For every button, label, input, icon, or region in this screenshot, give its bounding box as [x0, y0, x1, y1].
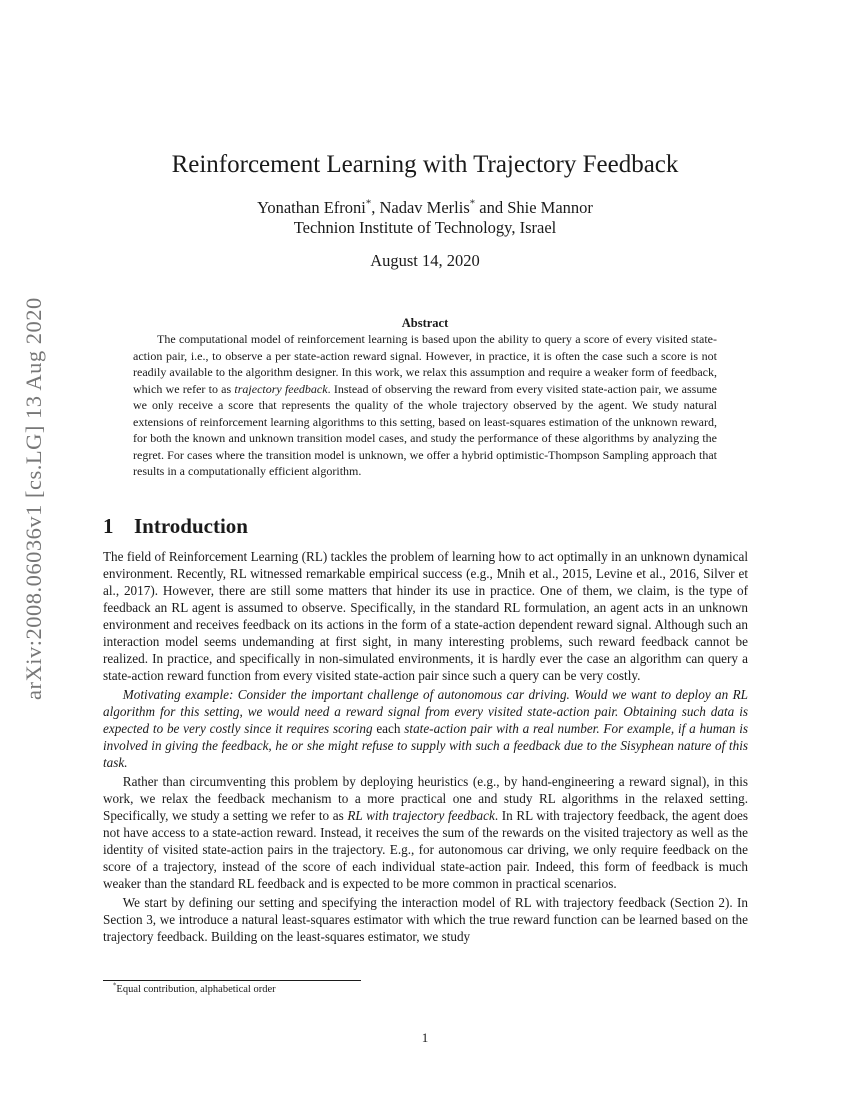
section-title: Introduction — [134, 514, 248, 538]
author-separator: and — [475, 198, 508, 217]
abstract-text: . Instead of observing the reward from every visited state-action pair, we assume we only receive a score that represents the quality of the whole trajectory observed by the agent. We study natural extensions of reinforcement learning algorithms to this setting, based on least-squares estimation of the unknown reward, for both the known and unknown transition model cases, and study the performance of these algorithms by analyzing the regret. For cases where the transition model is unknown, we offer a hybrid optimistic-Thompson Sampling approach that results in a computationally efficient algorithm. — [133, 381, 717, 478]
paper-title: Reinforcement Learning with Trajectory Feedback — [171, 151, 679, 178]
footnote-rule — [103, 980, 361, 981]
abstract-emphasis: trajectory feedback — [234, 381, 328, 396]
footnote-text: Equal contribution, alphabetical order — [116, 984, 276, 995]
author-name: Nadav Merlis — [379, 198, 470, 217]
equal-contribution-mark: * — [469, 197, 476, 210]
equal-contribution-mark: * — [365, 197, 372, 210]
abstract-heading: Abstract — [401, 316, 449, 330]
paragraph: We start by defining our setting and specifying the interaction model of RL with trajectory feedback (Section 2). In Section 3, we introduce a natural least-squares estimator with which the true reward function can be learned based on the trajectory feedback. Building on the least-squares estimator, we study — [103, 895, 748, 944]
arxiv-identifier: arXiv:2008.06036v1 [cs.LG] 13 Aug 2020 — [21, 297, 46, 700]
paragraph — [103, 773, 748, 892]
author-name: Shie Mannor — [507, 198, 593, 217]
paragraph: The field of Reinforcement Learning (RL) tackles the problem of learning how to act optimally in an unknown dynamical environment. Recently, RL witnessed remarkable empirical success (e.g., Mnih et al., 2015, Levine et al., 2016, Silver et al., 2017). However, there are still some matters that hinder its use in practice. One of them, we claim, is the type of feedback an RL agent is assumed to observe. Specifically, in the standard RL formulation, an agent acts in an unknown environment and receives feedback on its actions in the form of a state-action dependent reward signal. Although such an interaction model seems undemanding at first sight, in many interesting problems, such reward feedback cannot be realized. In practice, and specifically in non-simulated environments, it is hardly ever the case an algorithm can query a state-action reward function from every visited state-action pair since such a query can be very costly. — [103, 549, 748, 683]
author-name: Yonathan Efroni — [257, 198, 366, 217]
page-number: 1 — [421, 1030, 429, 1045]
paragraph-emphasis: Motivating example: Consider the important challenge of autonomous car driving. Would we want to deploy an RL algorithm for this setting, we would need a reward signal from every visited state-action pair. Obtaining such data is expected to be very costly since it requires scoring — [103, 687, 748, 736]
paragraph-text: Rather than circumventing this problem by deploying heuristics (e.g., by hand-engineering a reward signal), in this work, we relax the feedback mechanism to a more practical one and study RL algorithms in the relaxed setting. Specifically, we study a setting we refer to as — [103, 774, 748, 823]
paragraph-emphasis: RL with trajectory feedback — [347, 808, 495, 823]
author-list — [0, 198, 850, 218]
abstract-text: The computational model of reinforcement learning is based upon the ability to query a score of every visited state-action pair, i.e., to observe a per state-action reward signal. However, in practice, it is often the case such a score is not readily available to the algorithm designer. In this work, we relax this assumption and require a weaker form of feedback, which we refer to as — [133, 332, 717, 396]
paragraph-text: . In RL with trajectory feedback, the agent does not have access to a state-action reward. Instead, it receives the sum of the rewards on the visited trajectory as well as the identity of visited state-action pairs in the trajectory. E.g., for autonomous car driving, we only require feedback on the score of a trajectory, instead of the score of each individual state-action pair. Indeed, this form of feedback is much weaker than the standard RL feedback and is expected to be more common in practical scenarios. — [103, 808, 749, 891]
paragraph-motivating-example — [103, 686, 748, 771]
author-separator: , — [371, 198, 380, 217]
paragraph-text: each — [376, 721, 401, 736]
abstract-body — [133, 331, 717, 480]
introduction-body — [103, 548, 748, 945]
publication-date: August 14, 2020 — [370, 251, 480, 270]
affiliation: Technion Institute of Technology, Israel — [293, 218, 557, 237]
footnote — [113, 983, 713, 997]
section-number: 1 — [103, 514, 114, 538]
section-heading — [103, 513, 248, 539]
footnote-mark: * — [113, 982, 117, 990]
paragraph-emphasis: state-action pair with a real number. For example, if a human is involved in giving the feedback, he or she might refuse to supply with such a feedback due to the Sisyphean nature of this task. — [103, 721, 748, 770]
